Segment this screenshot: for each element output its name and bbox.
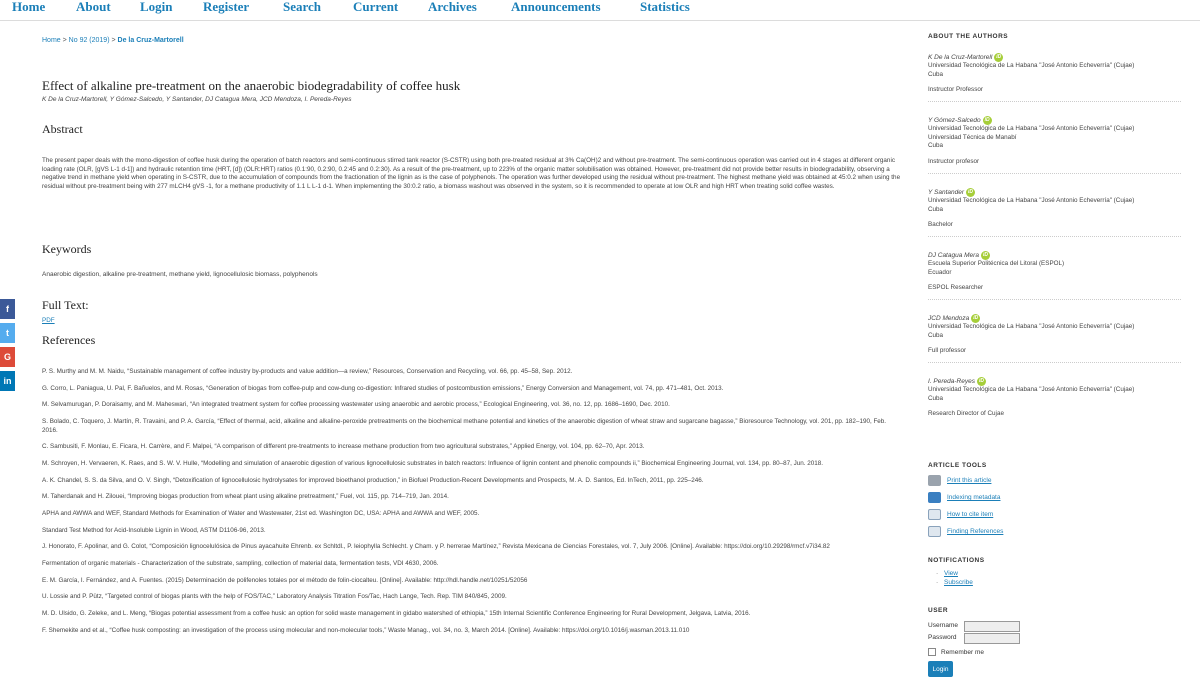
twitter-icon[interactable]: t: [0, 323, 15, 343]
remember-checkbox[interactable]: [928, 648, 936, 656]
password-label: Password: [928, 634, 957, 641]
author-country: Cuba: [928, 394, 944, 402]
orcid-icon[interactable]: iD: [978, 378, 984, 384]
author-country: Ecuador: [928, 268, 952, 276]
tool-print[interactable]: [928, 475, 991, 486]
author-name: [928, 251, 1181, 260]
author-name-text: K De la Cruz-Martorell: [928, 54, 993, 61]
printer-icon: [928, 475, 941, 486]
reference-item: G. Corro, L. Paniagua, U. Pal, F. Bañuelos, and M. Rosas, “Generation of biogas from coffee-pulp and cow-dung co-digestion: Infrared studies of postcombustion emissions,” Energy Conversion and Management, vol. 74, pp. 471–481, Oct. 2013.: [42, 384, 724, 392]
bullet: ·: [936, 579, 939, 586]
print-article-link[interactable]: Print this article: [947, 477, 992, 484]
reference-item: F. Shemekite and et al., “Coffee husk composting: an investigation of the process using molecular and non-molecular tools,” Waste Manag., vol. 34, no. 3, March 2014. [Online]. Available: https://doi.org/10.1016/j.wasman.2013.11.010: [42, 626, 690, 634]
about-authors-title: ABOUT THE AUTHORS: [928, 33, 1009, 40]
pdf-link[interactable]: PDF: [42, 317, 55, 324]
author-country: Cuba: [928, 142, 944, 150]
author-affiliation: Universidad Tecnológica de La Habana "José Antonio Echeverría" (Cujae): [928, 323, 1135, 330]
author-country: Cuba: [928, 331, 944, 339]
nav-search[interactable]: Search: [283, 0, 322, 14]
author-name: [928, 188, 1181, 197]
reference-item: A. K. Chandel, S. S. da Silva, and O. V. Singh, “Detoxification of lignocellulosic hydrolysates for improved bioethanol production,” in Biofuel Production-Recent Developments and Prospects, M. A. D. Santos, Ed. InTech, 2011, pp. 225–246.: [42, 476, 704, 484]
reference-item: Fermentation of organic materials - Characterization of the substrate, sampling, collection of material data, fermentation tests, VDI 4630, 2006.: [42, 560, 439, 568]
reference-item: Standard Test Method for Acid-Insoluble Lignin in Wood, ASTM D1106-96, 2013.: [42, 526, 266, 534]
author-block: [928, 53, 1181, 102]
breadcrumb-current: De la Cruz-Martorell: [117, 37, 184, 44]
breadcrumb-separator: >: [60, 37, 69, 44]
breadcrumb: [42, 37, 184, 44]
author-name-text: Y Santander: [928, 189, 965, 196]
bullet: ·: [936, 570, 939, 577]
notifications-title: NOTIFICATIONS: [928, 557, 985, 564]
author-bio: Bachelor: [928, 221, 953, 229]
reference-item: P. S. Murthy and M. M. Naidu, “Sustainable management of coffee industry by-products and value addition—a review,” Resources, Conservation and Recycling, vol. 66, pp. 45–58, Sep. 2012.: [42, 368, 573, 375]
author-name: [928, 314, 1181, 323]
cite-icon: [928, 509, 941, 520]
reference-item: C. Sambusiti, F. Monlau, E. Ficara, H. Carrère, and F. Malpei, “A comparison of different pre-treatments to increase methane production from two agricultural substrates,” Applied Energy, vol. 104, pp. 62–70, Apr. 2013.: [42, 443, 645, 451]
reference-item: U. Lossie and P. Pütz, “Targeted control of biogas plants with the help of FOS/TAC,” Laboratory Analysis Titration Fos/Tac, Hach Lange, Tech. Rep. TIM 840/845, 2009.: [42, 593, 507, 601]
author-country: Cuba: [928, 70, 944, 78]
author-name-text: DJ Catagua Mera: [928, 252, 979, 259]
google-plus-icon[interactable]: G: [0, 347, 15, 367]
nav-about[interactable]: About: [76, 0, 111, 14]
nav-current[interactable]: Current: [353, 0, 399, 14]
article-tools-title: ARTICLE TOOLS: [928, 462, 987, 469]
tool-cite[interactable]: [928, 509, 993, 520]
author-affiliation: Escuela Superior Politécnica del Litoral (ESPOL): [928, 260, 1065, 267]
indexing-metadata-link[interactable]: Indexing metadata: [947, 494, 1001, 501]
keywords-heading: Keywords: [42, 242, 92, 256]
references-icon: [928, 526, 941, 537]
article-authors: K De la Cruz-Martorell, Y Gómez-Salcedo, Y Santander, DJ Catagua Mera, JCD Mendoza, I. Pereda-Reyes: [42, 96, 352, 103]
tool-references[interactable]: [928, 526, 1003, 537]
social-share-bar: [0, 299, 15, 395]
author-block: [928, 251, 1181, 300]
info-icon: [928, 492, 941, 503]
keywords-text: Anaerobic digestion, alkaline pre-treatment, methane yield, lignocellulosic biomass, polyphenols: [42, 271, 318, 278]
references-list: [42, 368, 892, 644]
reference-item: S. Bolado, C. Toquero, J. Martín, R. Travaini, and P. A. García, “Effect of thermal, acid, alkaline and alkaline-peroxide pretreatments on the biochemical methane potential and kinetics of the anaerobic digestion of wheat straw and sugarcane bagasse,” Bioresource Technology, vol. 201, pp. 182–190, Feb. 2016.: [42, 418, 887, 434]
author-name: [928, 53, 1181, 62]
tool-indexing[interactable]: [928, 492, 1000, 503]
reference-item: M. Taherdanak and H. Zilouei, “Improving biogas production from wheat plant using alkaline pretreatment,” Fuel, vol. 115, pp. 714–719, Jan. 2014.: [42, 493, 449, 501]
orcid-icon[interactable]: iD: [973, 315, 979, 321]
author-affiliation: Universidad Tecnológica de La Habana "José Antonio Echeverría" (Cujae): [928, 386, 1135, 393]
author-affiliation: Universidad Tecnológica de La Habana "José Antonio Echeverría" (Cujae): [928, 62, 1135, 69]
author-affiliation: Universidad Técnica de Manabí: [928, 133, 1017, 141]
author-affiliation: Universidad Tecnológica de La Habana "José Antonio Echeverría" (Cujae): [928, 197, 1135, 204]
remember-label: Remember me: [941, 648, 984, 656]
author-name-text: JCD Mendoza: [928, 315, 970, 322]
author-block: [928, 314, 1181, 363]
nav-announcements[interactable]: Announcements: [511, 0, 601, 14]
article-title: Effect of alkaline pre-treatment on the anaerobic biodegradability of coffee husk: [42, 78, 461, 93]
nav-login[interactable]: Login: [140, 0, 173, 14]
full-text-heading: Full Text:: [42, 298, 89, 312]
finding-references-link[interactable]: Finding References: [947, 528, 1004, 535]
abstract-heading: Abstract: [42, 122, 83, 136]
author-name: [928, 377, 1181, 386]
author-block: [928, 377, 1181, 425]
username-input[interactable]: [964, 621, 1020, 632]
remember-me[interactable]: [928, 648, 984, 656]
user-title: USER: [928, 607, 949, 614]
author-bio: Instructor Professor: [928, 86, 983, 94]
author-name-text: Y Gómez-Salcedo: [928, 117, 981, 124]
author-name: [928, 116, 1181, 125]
facebook-icon[interactable]: f: [0, 299, 15, 319]
author-bio: Full professor: [928, 347, 967, 355]
notifications-subscribe-link[interactable]: Subscribe: [944, 579, 973, 586]
orcid-icon[interactable]: iD: [982, 252, 988, 258]
references-heading: References: [42, 333, 96, 347]
reference-item: M. D. Ulsido, G. Zeleke, and L. Meng, “Biogas potential assessment from a coffee husk: an option for solid waste management in gidabo watershed of ethiopia,” 15th Internal Scientific Conference Engineering for Rural Development, Jelgava, Latvia, 2016.: [42, 610, 751, 618]
nav-home[interactable]: Home: [12, 0, 46, 14]
cite-item-link[interactable]: How to cite item: [947, 511, 994, 518]
reference-item: J. Honorato, F. Apolinar, and G. Colot, “Composición lignocelulósica de Pinus ayacahuite Ehrenb. ex Schltdl., P. leiophylla Schlecht. y Cham. y P. herrerae Martínez,” Revista Mexicana de Ciencias Forestales, vol. 7, July 2006. [Online]. Available: https://doi.org/10.29298/rmcf.v7i34.82: [42, 543, 830, 551]
linkedin-icon[interactable]: in: [0, 371, 15, 391]
nav-statistics[interactable]: Statistics: [640, 0, 690, 14]
author-country: Cuba: [928, 205, 944, 213]
orcid-icon[interactable]: iD: [968, 189, 974, 195]
login-button[interactable]: Login: [928, 661, 953, 677]
abstract-text: The present paper deals with the mono-digestion of coffee husk during the operation of batch reactors and semi-continuous stirred tank reactor (S-CSTR) using both pre-treated residual at 3% Ca(OH)2 and without pre-treatment. The semi-continuous operation was carried out in 4 stages at different organic loading rate (OLR, [gVS L-1 d-1]) and hydraulic retention time (HRT, [d]) (OLR:HRT) ratios (0.1:90, 0.2:90, 0.2:45 and 0.2:30). As a result of the pre-treatment, up to 223% of the organic matter solubilisation was obtained. However, pre-treatment did not provide better results in biodegradability, observing a negative trend in methane yield when operating in S-CSTR, due to the accumulation of compounds from the fractionation of the lignin as is the case of polyphenols. The operation was further developed using the residual without pre-treatment. The highest methane yield was obtained at 45:0.2 when using the residual without pre-treatment being with 277 mLCH4 gVS -1, for a methane productivity of 1.1 L L-1 d-1. When implementing the 30:0.2 ratio, a biomass washout was observed in the system, so it is recommended to operate at low OLR and high HRT when treating solid coffee wastes.: [42, 157, 901, 190]
breadcrumb-home[interactable]: Home: [42, 37, 61, 44]
notifications-view-link[interactable]: View: [944, 570, 958, 577]
author-name-text: I. Pereda-Reyes: [928, 378, 975, 385]
author-block: [928, 116, 1181, 174]
reference-item: E. M. García, I. Fernández, and A. Fuentes. (2015) Determinación de polifenoles totales por el método de folin-ciocalteu. [Online]. Available: http://hdl.handle.net/10251/52056: [42, 576, 528, 584]
breadcrumb-separator: >: [109, 37, 118, 44]
orcid-icon[interactable]: iD: [996, 54, 1002, 60]
orcid-icon[interactable]: iD: [984, 117, 990, 123]
nav-archives[interactable]: Archives: [428, 0, 477, 14]
breadcrumb-issue[interactable]: No 92 (2019): [68, 37, 110, 44]
author-affiliation: Universidad Tecnológica de La Habana "José Antonio Echeverría" (Cujae): [928, 125, 1135, 132]
reference-item: APHA and AWWA and WEF, Standard Methods for Examination of Water and Wastewater, 21st ed. Washington DC, USA: APHA and AWWA and WEF, 2005.: [42, 510, 480, 517]
author-bio: ESPOL Researcher: [928, 284, 984, 292]
username-label: Username: [928, 622, 958, 629]
reference-item: M. Selvamurugan, P. Doraisamy, and M. Maheswari, “An integrated treatment system for coffee processing wastewater using anaerobic and aerobic process,” Ecological Engineering, vol. 36, no. 12, pp. 1686–1690, Dec. 2010.: [42, 401, 670, 409]
password-input[interactable]: [964, 633, 1020, 644]
top-nav: [0, 0, 1200, 21]
reference-item: M. Schroyen, H. Vervaeren, K. Raes, and S. W. V. Hulle, “Modelling and simulation of anaerobic digestion of various lignocellulosic substrates in batch reactors: Influence of lignin content and phenolic compounds ii,” Biochemical Engineering Journal, vol. 134, pp. 80–87, Jun. 2018.: [42, 459, 824, 467]
author-bio: Instructor profesor: [928, 157, 980, 165]
nav-register[interactable]: Register: [203, 0, 250, 14]
author-block: [928, 188, 1181, 237]
author-bio: Research Director of Cujae: [928, 410, 1004, 418]
